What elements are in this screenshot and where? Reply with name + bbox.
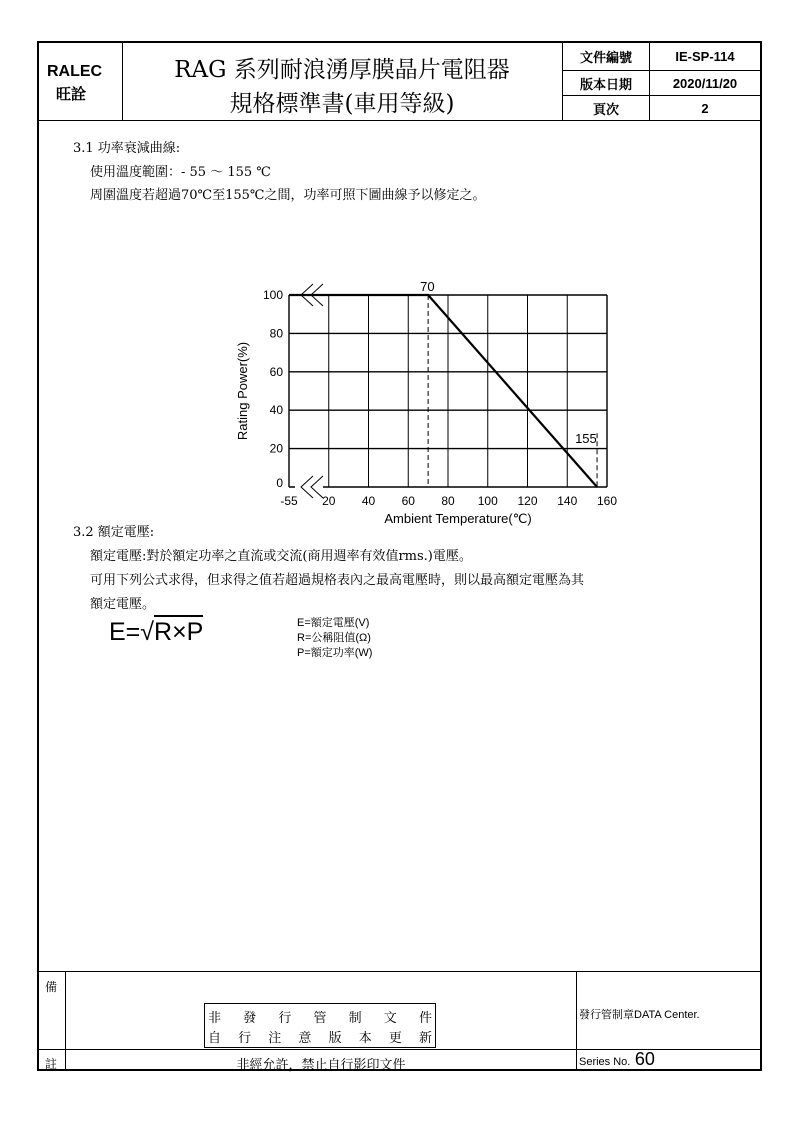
- chart-x-axis-label: Ambient Temperature(℃): [384, 511, 532, 526]
- axis-break-mask: [295, 484, 323, 490]
- section-3-1-heading: 3.1 功率衰減曲線:: [73, 141, 181, 156]
- notice-char: 行: [278, 1011, 292, 1026]
- formula-legend-e: E=額定電壓(V): [297, 617, 370, 629]
- x-tick-label: 80: [441, 494, 455, 508]
- chart-y-tick-labels: [263, 288, 283, 490]
- square-root-icon: √: [140, 618, 155, 646]
- notice-char: 制: [348, 1011, 362, 1026]
- series-number-label: Series No.: [579, 1056, 631, 1068]
- notice-char: 注: [268, 1031, 282, 1046]
- y-tick-label: 80: [269, 326, 283, 341]
- chart-axis-breaks: [295, 284, 323, 498]
- page-frame: [37, 41, 762, 1071]
- company-name-en: RALEC: [47, 63, 103, 80]
- series-number: [579, 1049, 655, 1070]
- footer-top-border: [39, 971, 760, 972]
- footer-divider-right: [576, 971, 577, 1071]
- y-tick-label: 20: [269, 441, 283, 456]
- x-tick-label: 40: [361, 494, 376, 508]
- power-derating-chart: [219, 228, 639, 526]
- control-notice-row1: [208, 1007, 432, 1025]
- company-name-zh: 旺詮: [56, 85, 87, 103]
- chart-y-axis-label: Rating Power(%): [235, 341, 250, 441]
- notice-char: 新: [418, 1031, 432, 1046]
- x-tick-label: 60: [401, 494, 415, 508]
- section-3-2-line1: 額定電壓:對於額定功率之直流或交流(商用週率有效值rms.)電壓。: [90, 549, 472, 564]
- x-tick-label: 160: [596, 494, 618, 508]
- section-3-2-line3: 額定電壓。: [90, 597, 156, 612]
- y-tick-label: 0: [276, 476, 283, 490]
- chart-x-tick-labels: [280, 494, 617, 508]
- formula-radicand: R×P: [154, 615, 203, 646]
- notice-char: 意: [298, 1031, 312, 1046]
- y-tick-label: 100: [262, 288, 283, 302]
- annotation-70: 70: [420, 279, 435, 294]
- version-date-label: 版本日期: [579, 77, 632, 93]
- x-tick-label: 140: [557, 494, 578, 508]
- section-3-2-line2: 可用下列公式求得，但求得之值若超過規格表內之最高電壓時，則以最高額定電壓為其: [90, 573, 585, 588]
- notice-char: 文: [383, 1011, 397, 1026]
- notice-char: 版: [328, 1031, 342, 1046]
- version-date-value: 2020/11/20: [672, 75, 738, 91]
- chart-grid-vertical: [289, 295, 607, 487]
- section-3-2-heading: 3.2 額定電壓:: [73, 525, 155, 540]
- annotation-155: 155: [575, 431, 597, 447]
- derating-curve-line: [289, 295, 597, 487]
- notice-char: 自: [208, 1031, 222, 1046]
- page-value: 2: [701, 100, 709, 116]
- notice-char: 本: [358, 1031, 372, 1046]
- control-notice-box: [204, 1003, 436, 1048]
- formula-lhs: E=: [109, 618, 141, 646]
- formula-legend-r: R=公稱阻值(Ω): [297, 632, 371, 644]
- header-bottom-border: [39, 120, 760, 121]
- control-notice-row2: [208, 1027, 432, 1045]
- page-label: 頁次: [592, 102, 619, 118]
- notice-char: 非: [208, 1011, 222, 1026]
- doc-title-line1: RAG 系列耐浪湧厚膜晶片電阻器: [174, 57, 510, 83]
- footer-bei: 備: [45, 980, 58, 994]
- notice-char: 件: [418, 1011, 432, 1026]
- section-3-1-line2: 周圍溫度若超過70℃至155℃之間，功率可照下圖曲線予以修定之。: [90, 188, 486, 203]
- y-tick-label: 60: [269, 364, 283, 379]
- notice-char: 行: [238, 1031, 252, 1046]
- issue-stamp-label: 發行管制章DATA Center.: [579, 1009, 700, 1021]
- x-tick-label: 20: [322, 494, 336, 508]
- notice-char: 管: [313, 1011, 327, 1026]
- voltage-formula: [109, 618, 203, 647]
- x-tick-label: -55: [280, 494, 298, 508]
- x-tick-label: 100: [477, 494, 498, 508]
- footer-zhu: 註: [45, 1057, 58, 1071]
- x-tick-label: 120: [517, 494, 538, 508]
- formula-legend-p: P=額定功率(W): [297, 647, 373, 659]
- y-tick-label: 40: [269, 403, 283, 418]
- formula-legend: [297, 616, 372, 661]
- doc-number-label: 文件編號: [579, 51, 632, 66]
- no-copy-notice: 非經允許，禁止自行影印文件: [236, 1058, 406, 1073]
- series-number-value: 60: [634, 1049, 655, 1069]
- notice-char: 發: [243, 1011, 257, 1026]
- section-3-1-line1: 使用溫度範圍：- 55 ～ 155 ℃: [90, 165, 271, 180]
- doc-number-value: IE-SP-114: [675, 49, 735, 64]
- doc-title-line2: 規格標準書(車用等級): [229, 91, 455, 117]
- notice-char: 更: [388, 1031, 402, 1046]
